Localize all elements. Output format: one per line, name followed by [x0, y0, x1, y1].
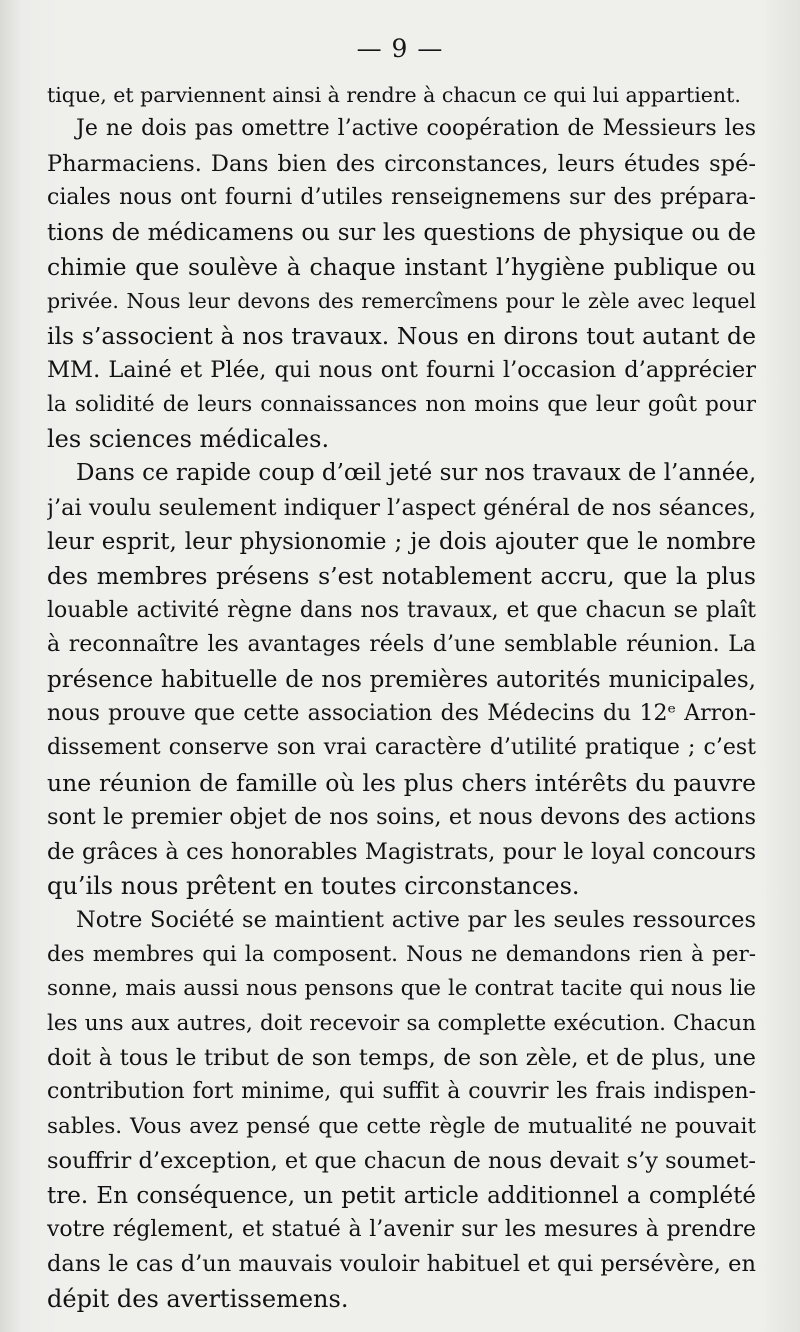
text-line: de grâces à ces honorables Magistrats, pour le loyal concours [47, 838, 756, 865]
text-line: MM. Lainé et Plée, qui nous ont fourni l’occasion d’apprécier [47, 357, 756, 384]
text-line: la solidité de leurs connaissances non moins que leur goût pour [47, 391, 756, 417]
text-line: tique, et parviennent ainsi à rendre à chacun ce qui lui appartient. [47, 83, 741, 107]
page-number: — 9 — [356, 34, 444, 63]
text-line: j’ai voulu seulement indiquer l’aspect général de nos séances, [47, 494, 756, 521]
text-line: Pharmaciens. Dans bien des circonstances, leurs études spé- [47, 150, 756, 177]
text-line: ciales nous ont fourni d’utiles renseignemens sur des prépara- [47, 185, 756, 211]
text-line: des membres qui la composent. Nous ne demandons rien à per- [47, 941, 756, 967]
text-line: Je ne dois pas omettre l’active coopération de Messieurs les [76, 116, 756, 142]
text-line: tre. En conséquence, un petit article additionnel a complété [47, 1182, 756, 1209]
text-line: qu’ils nous prêtent en toutes circonstances. [47, 871, 580, 900]
text-line: une réunion de famille où les plus chers intérêts du pauvre [47, 768, 756, 797]
text-line: louable activité règne dans nos travaux, et que chacun se plaît [47, 597, 756, 623]
page-body [47, 78, 756, 1316]
text-line: à reconnaître les avantages réels d’une semblable réunion. La [47, 632, 756, 658]
paragraph-3 [47, 456, 756, 903]
text-line: présence habituelle de nos premières autorités municipales, [47, 666, 756, 693]
paragraph-4 [47, 903, 756, 1316]
paragraph-1 [47, 78, 756, 112]
text-line: sonne, mais aussi nous pensons que le contrat tacite qui nous lie [47, 976, 756, 1002]
paragraph-2 [47, 112, 756, 456]
text-line: leur esprit, leur physionomie ; je dois ajouter que le nombre [47, 529, 756, 556]
text-line: les sciences médicales. [47, 424, 330, 453]
text-line: sables. Vous avez pensé que cette règle de mutualité ne pouvait [47, 1113, 756, 1139]
text-line: des membres présens s’est notablement accru, que la plus [47, 562, 756, 591]
text-line: tions de médicamens ou sur les questions de physique ou de [47, 219, 756, 246]
text-line: souffrir d’exception, et que chacun de nous devait s’y soumet- [47, 1148, 756, 1175]
text-line: dans le cas d’un mauvais vouloir habituel et qui persévère, en [47, 1251, 756, 1278]
text-line: chimie que soulève à chaque instant l’hygiène publique ou [47, 252, 756, 281]
text-line: contribution fort minime, qui suffit à couvrir les frais indispen- [47, 1079, 756, 1105]
text-line: nous prouve que cette association des Médecins du 12ᵉ Arron- [47, 701, 756, 727]
text-line: dissement conserve son vrai caractère d’utilité pratique ; c’est [47, 735, 756, 761]
text-line: votre réglement, et statué à l’avenir sur les mesures à prendre [47, 1216, 756, 1242]
text-line: Dans ce rapide coup d’œil jeté sur nos travaux de l’année, [76, 460, 756, 487]
text-line: sont le premier objet de nos soins, et nous devons des actions [47, 804, 756, 831]
text-line: les uns aux autres, doit recevoir sa complette exécution. Chacun [47, 1010, 756, 1036]
text-line: doit à tous le tribut de son temps, de son zèle, et de plus, une [47, 1044, 756, 1071]
text-line: Notre Société se maintient active par les seules ressources [76, 907, 756, 934]
text-line: privée. Nous leur devons des remercîmens pour le zèle avec lequel [47, 289, 756, 314]
text-line: ils s’associent à nos travaux. Nous en dirons tout autant de [47, 321, 756, 350]
text-line: dépit des avertissemens. [47, 1284, 349, 1313]
